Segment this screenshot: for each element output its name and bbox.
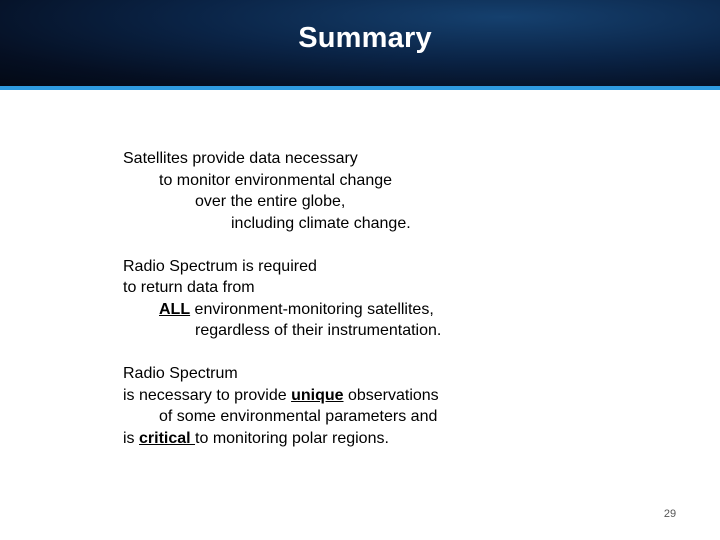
body-line: Radio Spectrum (123, 365, 238, 382)
body-line-text: is necessary to provide (123, 386, 292, 404)
title-accent-line (0, 86, 720, 90)
body-line: including climate change. (231, 214, 411, 232)
body-line: over the entire globe, (195, 193, 346, 210)
body-line-text: observations (343, 386, 439, 404)
paragraph-radio-required (123, 256, 683, 342)
body-line: to monitor environmental change (159, 171, 393, 189)
emphasis-unique: unique (291, 386, 344, 404)
body-line (123, 299, 683, 321)
slide-body (123, 148, 683, 471)
slide-title: Summary (298, 22, 432, 54)
body-line-text: to monitoring polar regions. (195, 429, 389, 447)
body-line (123, 385, 683, 407)
page-number: 29 (663, 508, 677, 520)
paragraph-satellites (123, 148, 683, 234)
paragraph-radio-necessary (123, 363, 683, 449)
body-line: regardless of their instrumentation. (195, 322, 442, 339)
body-line: Satellites provide data necessary (123, 150, 358, 167)
body-line: of some environmental parameters and (159, 408, 438, 425)
emphasis-all: ALL (159, 300, 191, 318)
emphasis-critical: critical (139, 429, 196, 447)
body-line-text: is (123, 429, 139, 447)
body-line: to return data from (123, 279, 255, 296)
body-line (123, 428, 683, 450)
body-line-text: environment-monitoring satellites, (190, 300, 434, 318)
body-line: Radio Spectrum is required (123, 257, 317, 275)
